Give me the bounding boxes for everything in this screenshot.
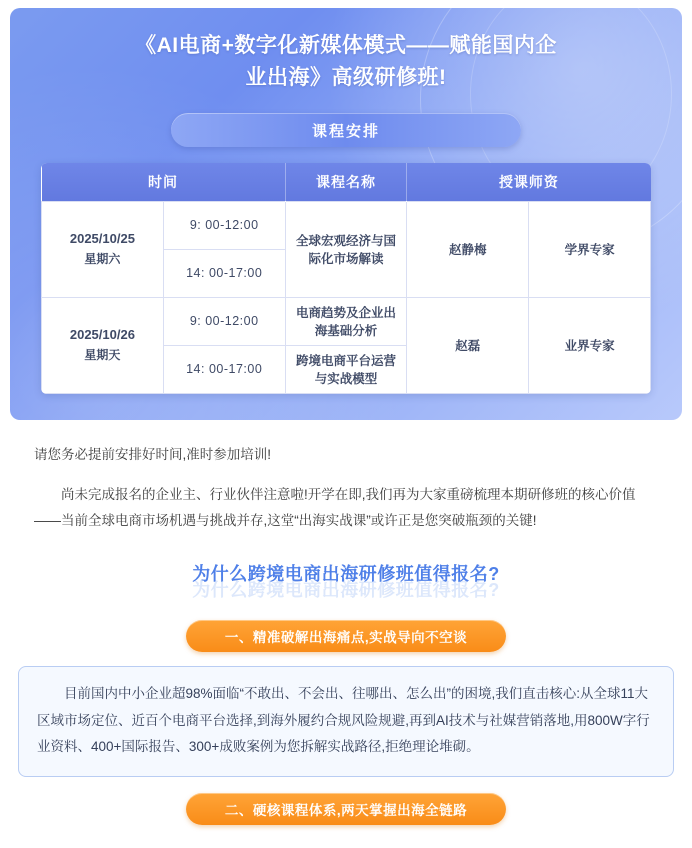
schedule-table-container — [41, 163, 651, 394]
page-title — [30, 26, 662, 93]
date-line2: 星期天 — [84, 347, 121, 362]
schedule-table-body — [42, 201, 651, 393]
paragraph-intro: 尚未完成报名的企业主、行业伙伴注意啦!开学在即,我们再为大家重磅梳理本期研修班的核心价值——当前全球电商市场机遇与挑战并存,这堂“出海实战课”或许正是您突破瓶颈的关键! — [34, 486, 636, 529]
page-title-line2: 业出海》高级研修班! — [245, 65, 447, 89]
body-text-block — [0, 442, 692, 535]
date-line1: 2025/10/25 — [69, 231, 135, 246]
point-1-text: 目前国内中小企业超98%面临“不敢出、不会出、往哪出、怎么出”的困境,我们直击核心:从全球11大区域市场定位、近百个电商平台选择,到海外履约合规风险规避,再到AI技术与社媒营销落地,用800W字行业资料、400+国际报告、300+成败案例为您拆解实战路径,拒绝理论堆砌。 — [37, 686, 650, 755]
cell-course-day1: 全球宏观经济与国际化市场解读 — [285, 201, 407, 297]
cell-course-day2-afternoon: 跨境电商平台运营与实战模型 — [285, 345, 407, 393]
cell-date-day2 — [42, 297, 164, 393]
cell-teacher-day2: 赵磊 — [407, 297, 529, 393]
cell-time-day2-afternoon: 14: 00-17:00 — [163, 345, 285, 393]
page-title-line1: 《AI电商+数字化新媒体模式——赋能国内企 — [135, 34, 557, 57]
point-1-pill: 一、精准破解出海痛点,实战导向不空谈 — [186, 620, 506, 652]
cell-type-day1: 学界专家 — [529, 201, 651, 297]
cell-course-day2-morning: 电商趋势及企业出海基础分析 — [285, 297, 407, 345]
paragraph-reminder: 请您务必提前安排好时间,准时参加培训! — [34, 446, 272, 462]
column-header-time: 时间 — [42, 163, 286, 201]
table-row — [42, 297, 651, 345]
column-header-course: 课程名称 — [285, 163, 407, 201]
point-1-callout — [18, 666, 674, 777]
cell-time-day1-morning: 9: 00-12:00 — [163, 201, 285, 249]
section-heading-shadow-text: 为什么跨境电商出海研修班值得报名? — [192, 580, 500, 601]
section-heading-text: 为什么跨境电商出海研修班值得报名? — [192, 564, 500, 585]
date-line1: 2025/10/26 — [69, 327, 135, 342]
cell-date-day1 — [42, 201, 164, 297]
cell-teacher-day1: 赵静梅 — [407, 201, 529, 297]
schedule-pill-label: 课程安排 — [171, 113, 521, 147]
point-2-pill: 二、硬核课程体系,两天掌握出海全链路 — [186, 793, 506, 825]
column-header-teacher: 授课师资 — [407, 163, 651, 201]
cell-time-day1-afternoon: 14: 00-17:00 — [163, 249, 285, 297]
table-row — [42, 201, 651, 249]
schedule-table-head — [42, 163, 651, 201]
cell-time-day2-morning: 9: 00-12:00 — [163, 297, 285, 345]
date-line2: 星期六 — [84, 251, 121, 266]
section-heading — [0, 560, 692, 604]
schedule-table — [41, 163, 651, 394]
page-root — [0, 8, 692, 848]
table-header-row — [42, 163, 651, 201]
cell-type-day2: 业界专家 — [529, 297, 651, 393]
hero-banner — [10, 8, 682, 420]
